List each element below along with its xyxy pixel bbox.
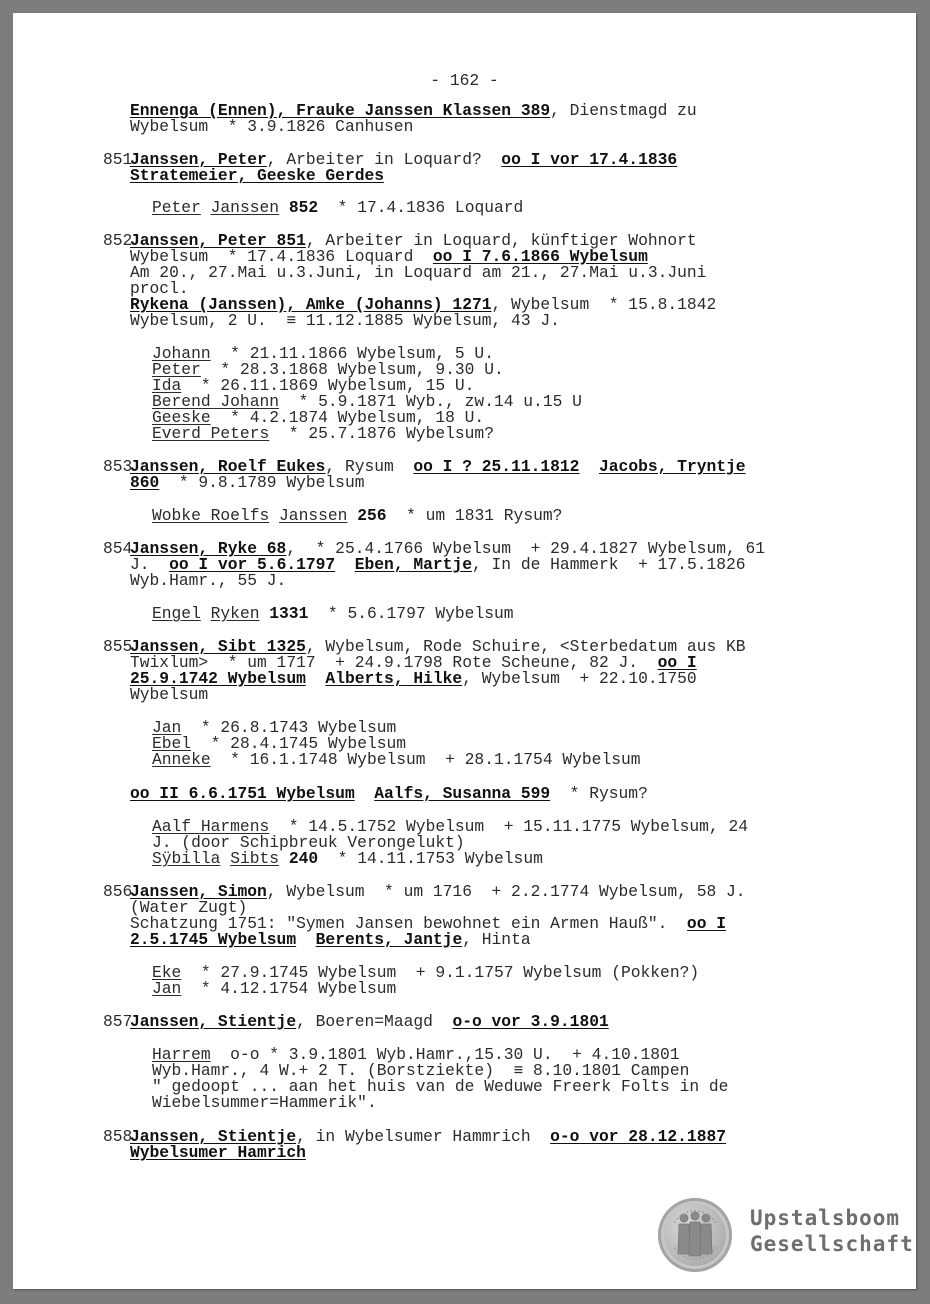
child-ref: 240: [279, 849, 319, 868]
marriage-place: Wybelsumer Hamrich: [130, 1143, 306, 1162]
marriage-ref: oo I ? 25.11.1812: [413, 457, 580, 476]
child-name: Eke: [152, 963, 182, 982]
entry-line: [130, 475, 365, 491]
child-name: Jan: [152, 979, 182, 998]
child-surname: Sibts: [230, 849, 280, 868]
spouse-name: Eben, Martje: [354, 555, 472, 574]
child-text: * 27.9.1745 Wybelsum + 9.1.1757 Wybelsum (Pokken?): [181, 963, 700, 982]
child-surname: Ryken: [210, 604, 260, 623]
seal-figures-icon: [674, 1210, 716, 1260]
entry-text: , Wybelsum * 15.8.1842: [491, 295, 717, 314]
person-name: Janssen, Simon: [130, 882, 267, 901]
entry-text: , in Wybelsumer Hammrich: [296, 1127, 551, 1146]
person-name: Janssen, Roelf Eukes: [130, 457, 326, 476]
child-line: [152, 508, 562, 524]
spacer: [355, 784, 375, 803]
entry-text: , Boeren=Maagd: [296, 1012, 453, 1031]
entry-text: , Hinta: [462, 930, 531, 949]
child-text: * 5.6.1797 Wybelsum: [308, 604, 514, 623]
child-text: * 26.8.1743 Wybelsum: [181, 718, 397, 737]
entry-number: 857: [103, 1012, 133, 1031]
entry-text: * Rysum?: [550, 784, 648, 803]
entry-line: [130, 786, 648, 802]
spacer: [306, 669, 326, 688]
page-number: - 162 -: [430, 71, 499, 90]
entry-line: [130, 1014, 609, 1030]
child-text: * 25.7.1876 Wybelsum?: [269, 424, 494, 443]
child-text: * um 1831 Rysum?: [386, 506, 563, 525]
spouse-name: Stratemeier, Geeske Gerdes: [130, 166, 385, 185]
entry-line: Wybelsum: [130, 685, 209, 704]
child-name: Anneke: [152, 750, 211, 769]
child-line: [152, 981, 396, 997]
entry-text: , Dienstmagd zu: [550, 101, 697, 120]
child-text: * 28.4.1745 Wybelsum: [191, 734, 407, 753]
child-name: Ida: [152, 376, 182, 395]
person-name: Janssen, Stientje: [130, 1012, 297, 1031]
entry-line: [130, 671, 697, 687]
person-name: Janssen, Peter: [130, 150, 267, 169]
marriage-ref: oo I vor 5.6.1797: [169, 555, 336, 574]
entry-text: , * 25.4.1766 Wybelsum + 29.4.1827 Wybelsum, 61: [286, 539, 766, 558]
child-text: * 4.2.1874 Wybelsum, 18 U.: [210, 408, 485, 427]
person-name: Janssen, Stientje: [130, 1127, 297, 1146]
child-line: [152, 606, 514, 622]
child-line: Wyb.Hamr., 4 W.+ 2 T. (Borstziekte) ≡ 8.10.1801 Campen: [152, 1061, 690, 1080]
child-name: Ebel: [152, 734, 192, 753]
person-name: Ennenga (Ennen), Frauke Janssen Klassen 389: [130, 101, 551, 120]
entry-text: , Rysum: [325, 457, 414, 476]
entry-text: , Arbeiter in Loquard?: [266, 150, 502, 169]
child-text: * 16.1.1748 Wybelsum + 28.1.1754 Wybelsum: [210, 750, 641, 769]
spouse-name: Jacobs, Tryntje: [599, 457, 746, 476]
entry-text: Twixlum> * um 1717 + 24.9.1798 Rote Scheune, 82 J.: [130, 653, 658, 672]
marriage-ref: oo II 6.6.1751 Wybelsum: [130, 784, 355, 803]
child-name: Berend Johann: [152, 392, 280, 411]
spacer: [269, 506, 279, 525]
marriage-ref: oo I: [657, 653, 697, 672]
entry-number: 853: [103, 457, 133, 476]
entry-line: Wybelsum, 2 U. ≡ 11.12.1885 Wybelsum, 43 J.: [130, 311, 560, 330]
entry-number: 855: [103, 637, 133, 656]
child-line: J. (door Schipbreuk Verongelukt): [152, 833, 465, 852]
entry-line: procl.: [130, 279, 189, 298]
child-ref: 852: [279, 198, 319, 217]
child-text: * 14.11.1753 Wybelsum: [318, 849, 543, 868]
child-name: Engel: [152, 604, 201, 623]
child-name: Wobke Roelfs: [152, 506, 270, 525]
child-name: Jan: [152, 718, 182, 737]
entry-line: Wyb.Hamr., 55 J.: [130, 571, 287, 590]
child-name: Peter: [152, 198, 201, 217]
marriage-ref: o-o vor 3.9.1801: [452, 1012, 609, 1031]
entry-line: [130, 1145, 306, 1161]
spouse-ref: 860: [130, 473, 160, 492]
genealogy-entries: [13, 13, 916, 1289]
child-text: * 17.4.1836 Loquard: [318, 198, 524, 217]
logo-line-1: Upstalsboom: [750, 1206, 901, 1230]
entry-number: 856: [103, 882, 133, 901]
seal-icon: [658, 1198, 732, 1272]
spacer: [296, 930, 316, 949]
marriage-ref: oo I 7.6.1866 Wybelsum: [432, 247, 648, 266]
entry-line: [130, 932, 531, 948]
entry-text: , Wybelsum, Rode Schuire, <Sterbedatum aus KB: [305, 637, 746, 656]
child-surname: Janssen: [279, 506, 348, 525]
person-name: Janssen, Peter 851: [130, 231, 306, 250]
logo-line-2: Gesellschaft: [750, 1232, 914, 1256]
entry-text: , Arbeiter in Loquard, künftiger Wohnort: [305, 231, 697, 250]
child-text: * 28.3.1868 Wybelsum, 9.30 U.: [200, 360, 504, 379]
spouse-name: Berents, Jantje: [315, 930, 463, 949]
spouse-name: Alberts, Hilke: [325, 669, 463, 688]
person-name: Janssen, Ryke 68: [130, 539, 287, 558]
child-line: " gedoopt ... aan het huis van de Weduwe Freerk Folts in de: [152, 1077, 729, 1096]
child-name: Sÿbilla: [152, 849, 221, 868]
child-text: * 14.5.1752 Wybelsum + 15.11.1775 Wybelsum, 24: [269, 817, 748, 836]
spacer: [201, 604, 211, 623]
child-ref: 1331: [259, 604, 309, 623]
spacer: [220, 849, 230, 868]
entry-number: 852: [103, 231, 133, 250]
child-text: * 21.11.1866 Wybelsum, 5 U.: [210, 344, 494, 363]
marriage-ref: 25.9.1742 Wybelsum: [130, 669, 306, 688]
entry-line: [130, 168, 384, 184]
child-name: Johann: [152, 344, 211, 363]
child-surname: Janssen: [210, 198, 280, 217]
child-line: [152, 200, 523, 216]
child-name: Everd Peters: [152, 424, 270, 443]
child-line: [152, 426, 494, 442]
entry-line: Am 20., 27.Mai u.3.Juni, in Loquard am 21., 27.Mai u.3.Juni: [130, 263, 707, 282]
marriage-ref: 2.5.1745 Wybelsum: [130, 930, 297, 949]
entry-number: 851: [103, 150, 133, 169]
spacer: [335, 555, 355, 574]
spouse-name: Rykena (Janssen), Amke (Johanns) 1271: [130, 295, 492, 314]
spacer: [579, 457, 599, 476]
child-name: Aalf Harmens: [152, 817, 270, 836]
child-text: o-o * 3.9.1801 Wyb.Hamr.,15.30 U. + 4.10.1801: [210, 1045, 680, 1064]
entry-text: Schatzung 1751: "Symen Jansen bewohnet ein Armen Hauß".: [130, 914, 687, 933]
entry-number: 858: [103, 1127, 133, 1146]
child-ref: 256: [347, 506, 387, 525]
entry-text: , Wybelsum * um 1716 + 2.2.1774 Wybelsum, 58 J.: [266, 882, 746, 901]
entry-text: , Wybelsum + 22.10.1750: [462, 669, 697, 688]
child-line: [152, 752, 641, 768]
child-text: * 26.11.1869 Wybelsum, 15 U.: [181, 376, 475, 395]
marriage-ref: oo I: [686, 914, 727, 933]
child-name: Geeske: [152, 408, 211, 427]
child-line: Wiebelsummer=Hammerik".: [152, 1093, 377, 1112]
logo-text: [750, 1205, 914, 1257]
document-page: [13, 13, 916, 1289]
marriage-ref: o-o vor 28.12.1887: [550, 1127, 727, 1146]
spacer: [201, 198, 211, 217]
spouse-name: Aalfs, Susanna 599: [374, 784, 551, 803]
entry-text: * 9.8.1789 Wybelsum: [159, 473, 365, 492]
entry-line: Wybelsum * 3.9.1826 Canhusen: [130, 117, 414, 136]
child-name: Peter: [152, 360, 201, 379]
person-name: Janssen, Sibt 1325: [130, 637, 306, 656]
child-text: * 4.12.1754 Wybelsum: [181, 979, 397, 998]
marriage-ref: oo I vor 17.4.1836: [501, 150, 678, 169]
entry-text: , In de Hammerk + 17.5.1826: [472, 555, 746, 574]
entry-text: J.: [130, 555, 170, 574]
entry-line: (Water Zugt): [130, 898, 248, 917]
entry-number: 854: [103, 539, 133, 558]
entry-text: Wybelsum * 17.4.1836 Loquard: [130, 247, 433, 266]
child-text: * 5.9.1871 Wyb., zw.14 u.15 U: [279, 392, 582, 411]
child-name: Harrem: [152, 1045, 211, 1064]
child-line: [152, 851, 543, 867]
